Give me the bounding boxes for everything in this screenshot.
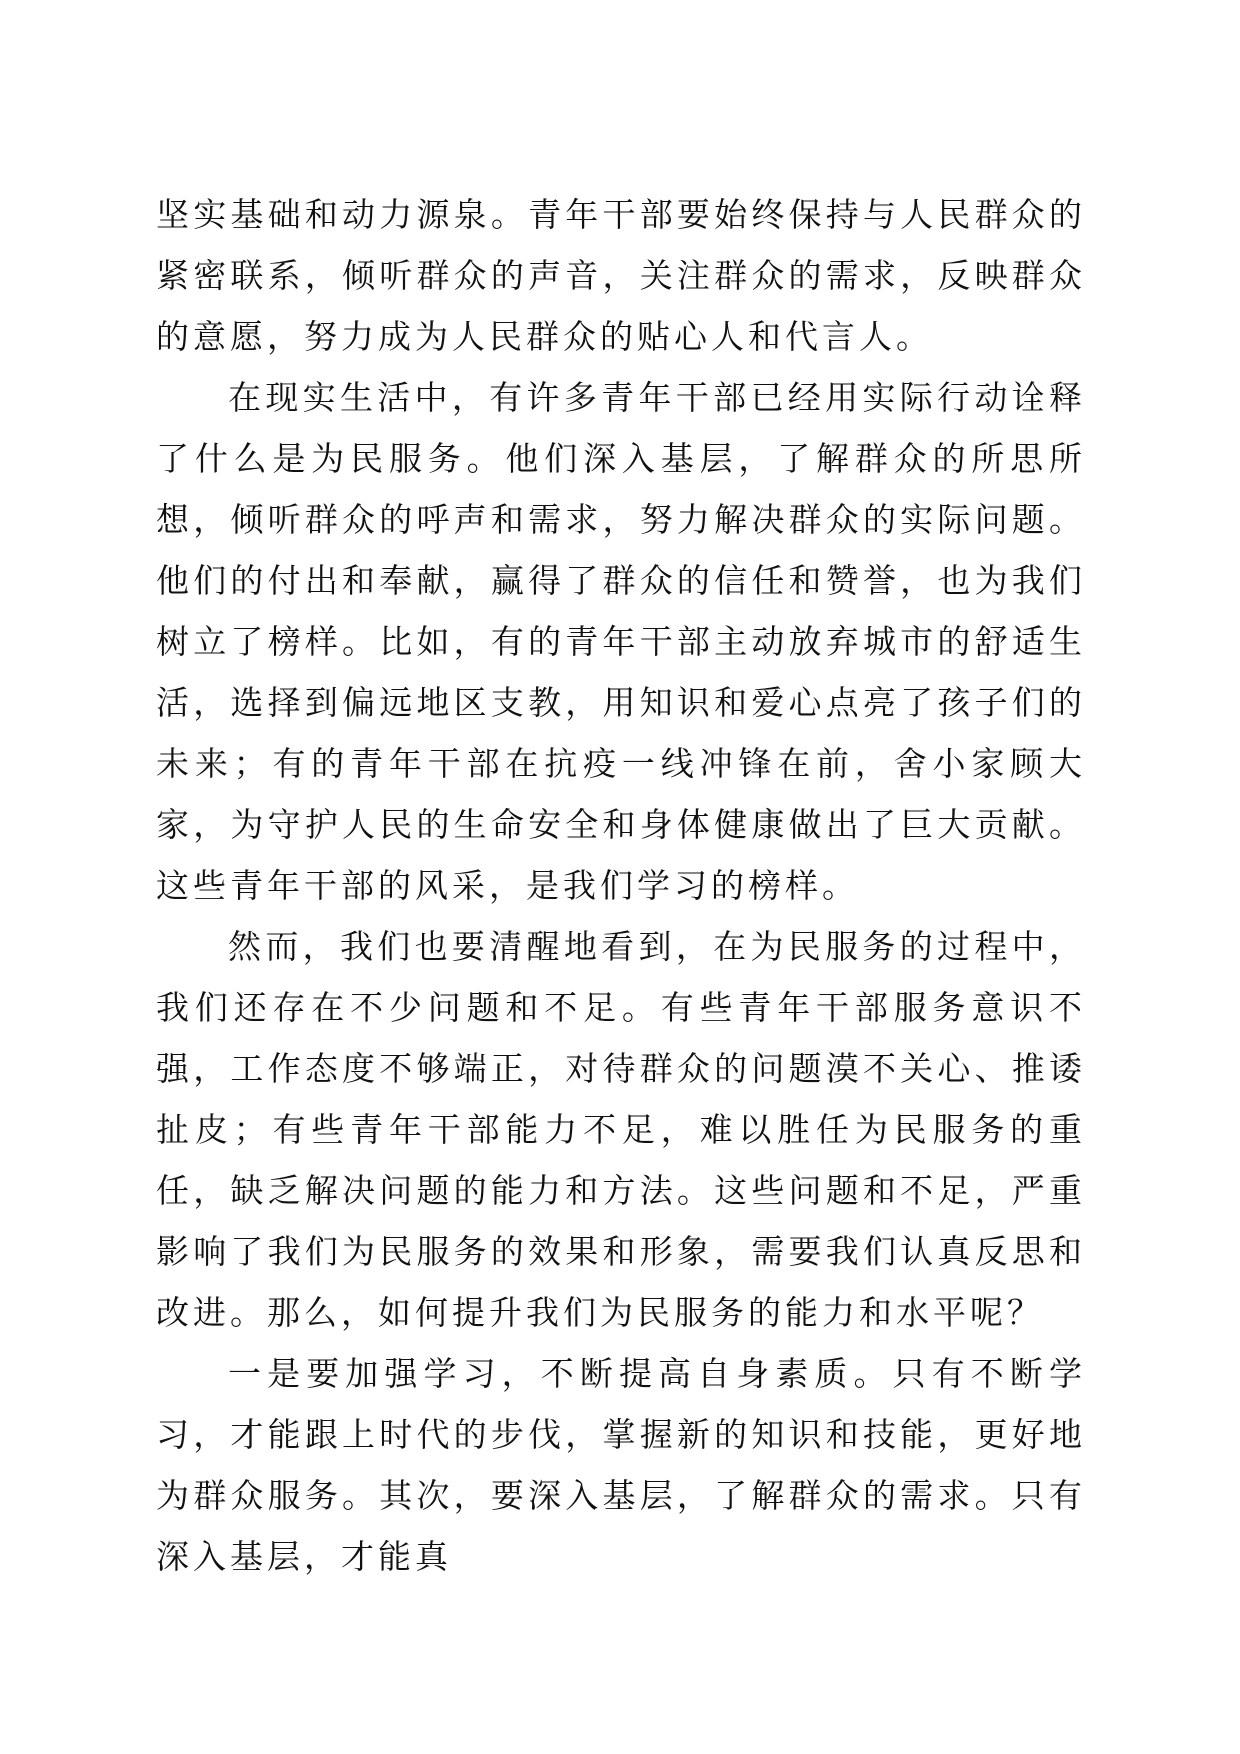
paragraph-1: 坚实基础和动力源泉。青年干部要始终保持与人民群众的紧密联系，倾听群众的声音，关注群众的需求，反映群众的意愿，努力成为人民群众的贴心人和代言人。 [156,195,1086,356]
paragraph-3: 然而，我们也要清醒地看到，在为民服务的过程中，我们还存在不少问题和不足。有些青年干部服务意识不强，工作态度不够端正，对待群众的问题漠不关心、推诿扯皮；有些青年干部能力不足，难以胜任为民服务的重任，缺乏解决问题的能力和方法。这些问题和不足，严重影响了我们为民服务的效果和形象，需要我们认真反思和改进。那么，如何提升我们为民服务的能力和水平呢？ [156,927,1086,1332]
paragraph-4: 一是要加强学习，不断提高自身素质。只有不断学习，才能跟上时代的步伐，掌握新的知识和技能，更好地为群众服务。其次，要深入基层，了解群众的需求。只有深入基层，才能真 [156,1354,1086,1576]
paragraph-2: 在现实生活中，有许多青年干部已经用实际行动诠释了什么是为民服务。他们深入基层，了解群众的所思所想，倾听群众的呼声和需求，努力解决群众的实际问题。他们的付出和奉献，赢得了群众的信任和赞誉，也为我们树立了榜样。比如，有的青年干部主动放弃城市的舒适生活，选择到偏远地区支教，用知识和爱心点亮了孩子们的未来；有的青年干部在抗疫一线冲锋在前，舍小家顾大家，为守护人民的生命安全和身体健康做出了巨大贡献。这些青年干部的风采，是我们学习的榜样。 [156,378,1086,905]
document-body [156,184,1086,1587]
